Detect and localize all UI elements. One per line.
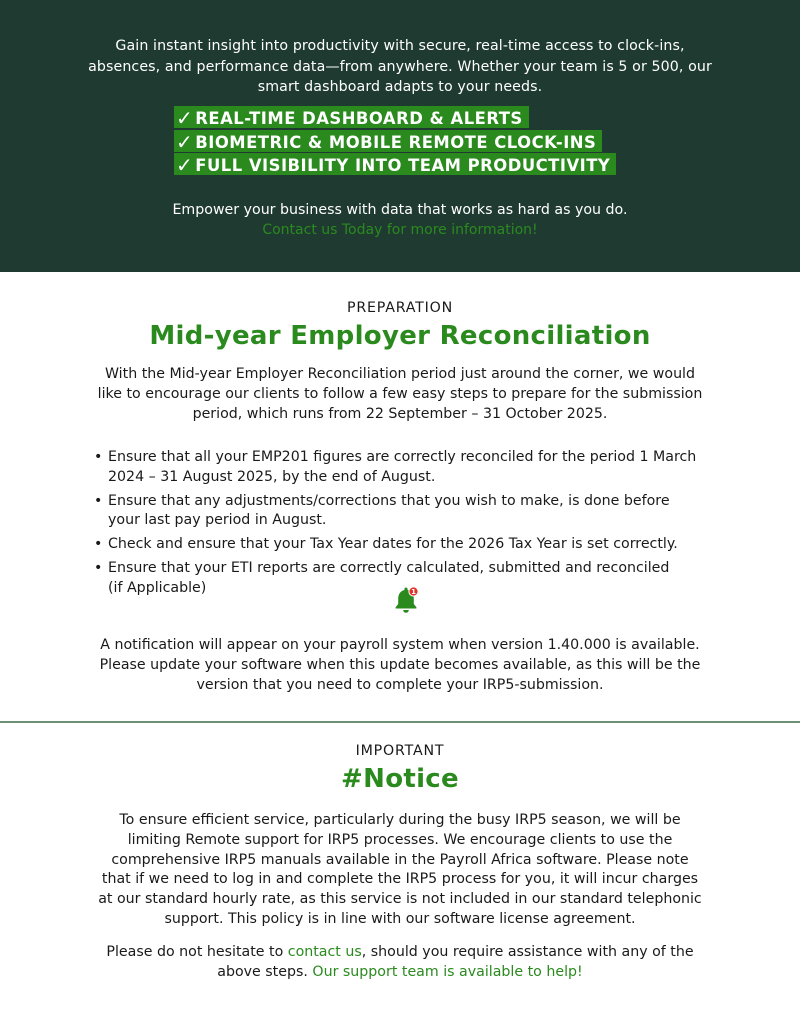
list-item-line: • Check and ensure that your Tax Year dates for the 2026 Tax Year is set correctly. <box>108 536 678 553</box>
list-item-line: (if Applicable) <box>108 579 207 596</box>
closing-text-part: , should you require assistance with any of the <box>361 943 694 960</box>
list-item-line: your last pay period in August. <box>108 512 327 529</box>
important-body-line: comprehensive IRP5 manuals available in the Payroll Africa software. Please note <box>111 851 689 868</box>
notification-bell-icon <box>391 584 423 616</box>
feature-label: BIOMETRIC & MOBILE REMOTE CLOCK-INS <box>195 132 597 152</box>
check-mark-icon: ✓ <box>176 129 194 154</box>
preparation-section <box>0 300 800 424</box>
update-notice <box>0 636 800 695</box>
list-item <box>94 492 734 532</box>
check-mark-icon: ✓ <box>176 153 194 177</box>
hero-banner <box>0 0 800 272</box>
list-item-line: • Ensure that any adjustments/corrections that you wish to make, is done before <box>108 492 670 509</box>
important-body-line: at our standard hourly rate, as this service is not included in our standard telephonic <box>98 891 702 908</box>
closing-line <box>0 963 800 983</box>
list-item <box>94 535 734 555</box>
list-item-line: 2024 – 31 August 2025, by the end of August. <box>108 468 436 485</box>
update-notice-line: Please update your software when this update becomes available, as this will be the <box>99 656 701 673</box>
prep-intro-line: like to encourage our clients to follow a few easy steps to prepare for the submission <box>97 385 703 402</box>
contact-us-link[interactable]: Contact us Today for more information! <box>262 222 538 238</box>
list-item <box>94 448 734 488</box>
closing-text-part: Please do not hesitate to <box>106 943 288 960</box>
important-body-line: limiting Remote support for IRP5 processes. We encourage clients to use the <box>127 831 673 848</box>
section-kicker: IMPORTANT <box>355 743 445 759</box>
important-body-line: support. This policy is in line with our software license agreement. <box>164 910 636 927</box>
closing-line <box>0 943 800 963</box>
notification-badge-count: 1 <box>411 588 416 597</box>
important-section <box>0 743 800 982</box>
check-mark-icon: ✓ <box>176 106 194 130</box>
feature-item <box>174 130 602 152</box>
feature-label: REAL-TIME DASHBOARD & ALERTS <box>195 109 523 128</box>
section-title: Mid-year Employer Reconciliation <box>149 321 651 351</box>
list-item-line: • Ensure that all your EMP201 figures are correctly reconciled for the period 1 March <box>108 449 697 465</box>
feature-item <box>174 153 616 175</box>
contact-us-link[interactable]: contact us <box>287 943 362 960</box>
feature-item <box>174 106 529 128</box>
section-title: #Notice <box>341 764 459 794</box>
closing-text <box>0 943 800 983</box>
feature-label: FULL VISIBILITY INTO TEAM PRODUCTIVITY <box>195 156 611 175</box>
support-team-text: Our support team is available to help! <box>312 963 583 980</box>
prep-intro <box>0 365 800 424</box>
hero-outro <box>0 200 800 240</box>
update-notice-line: version that you need to complete your IRP5-submission. <box>196 676 604 693</box>
hero-intro <box>70 36 730 98</box>
hero-outro-text: Empower your business with data that works as hard as you do. <box>172 202 628 218</box>
prep-intro-line: With the Mid-year Employer Reconciliation period just around the corner, we would <box>104 366 696 382</box>
section-kicker: PREPARATION <box>346 300 454 316</box>
update-notice-line: A notification will appear on your payroll system when version 1.40.000 is available. <box>100 637 700 653</box>
prep-intro-line: period, which runs from 22 September – 31 October 2025. <box>192 405 608 422</box>
closing-text-part: above steps. <box>217 963 313 980</box>
important-body-line: To ensure efficient service, particularly during the busy IRP5 season, we will be <box>119 812 681 828</box>
important-body-line: that if we need to log in and complete the IRP5 process for you, it will incur charges <box>101 871 699 888</box>
hero-intro-line: absences, and performance data—from anywhere. Whether your team is 5 or 500, our <box>88 58 712 75</box>
important-body <box>0 811 800 930</box>
section-divider <box>0 721 800 723</box>
hero-intro-line: Gain instant insight into productivity with secure, real-time access to clock-ins, <box>115 38 685 54</box>
hero-intro-line: smart dashboard adapts to your needs. <box>257 79 543 95</box>
list-item-line: • Ensure that your ETI reports are correctly calculated, submitted and reconciled <box>108 559 670 576</box>
prep-checklist <box>94 448 734 603</box>
feature-checklist <box>174 106 616 177</box>
